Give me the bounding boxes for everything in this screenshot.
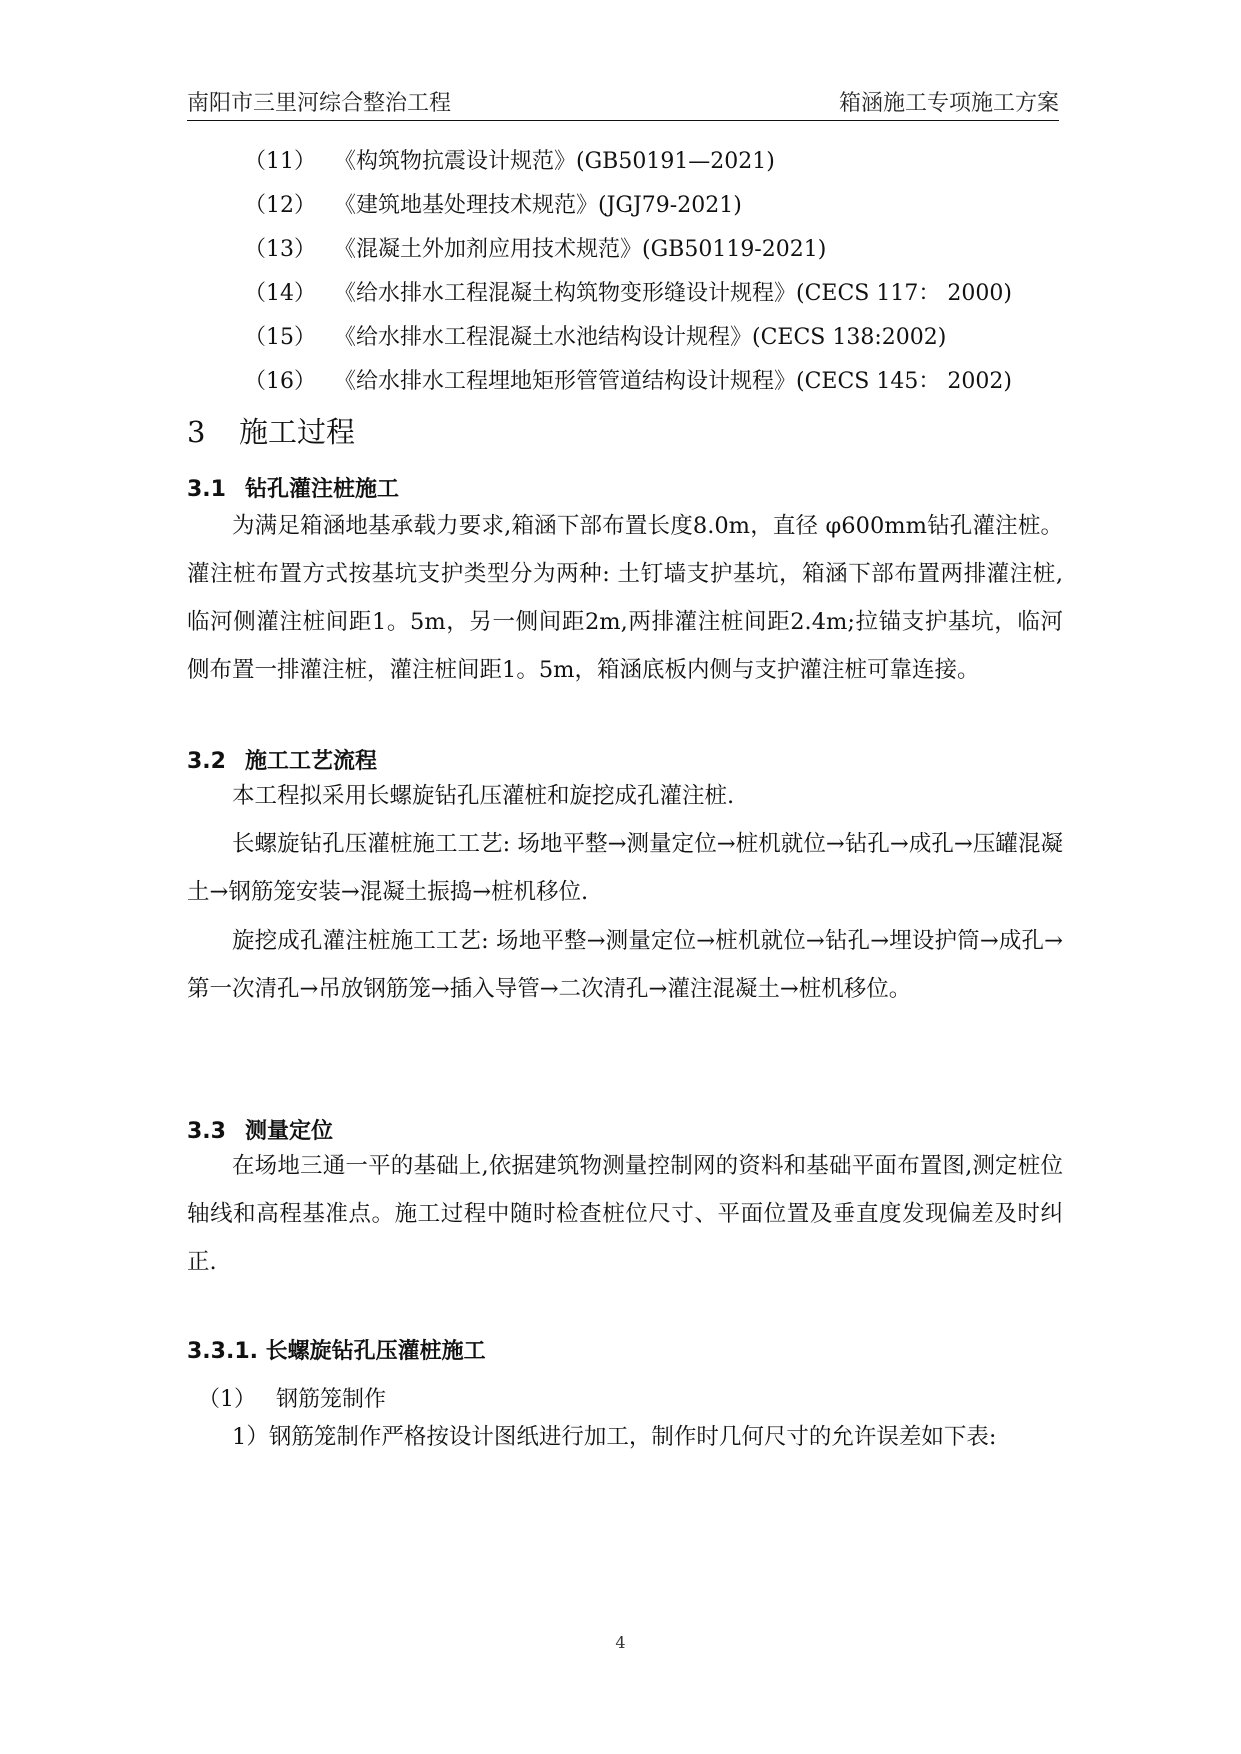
reference-item bbox=[244, 320, 946, 351]
reference-number: （11） bbox=[244, 149, 316, 174]
subsection-title: 施工工艺流程 bbox=[245, 749, 378, 774]
list-item bbox=[198, 1382, 386, 1413]
body-paragraph: 为满足箱涵地基承载力要求,箱涵下部布置长度8.0m，直径 φ600mm钻孔灌注桩。灌注桩布置方式按基坑支护类型分为两种: 土钉墙支护基坑，箱涵下部布置两排灌注桩,临河侧灌注桩间距1。5m，另一侧间距2m,两排灌注桩间距2.4m;拉锚支护基坑，临河侧布置一排灌注桩，灌注桩间距1。5m，箱涵底板内侧与支护灌注桩可靠连接。 bbox=[187, 513, 1063, 683]
subsection-title: 测量定位 bbox=[245, 1119, 334, 1144]
subsection-title: 钻孔灌注桩施工 bbox=[245, 477, 400, 502]
reference-number: （16） bbox=[244, 369, 316, 394]
subsection-heading bbox=[187, 472, 399, 503]
sub-subsection-heading: 3.3.1. 长螺旋钻孔压灌桩施工 bbox=[187, 1339, 486, 1364]
list-item-text: 钢筋笼制作 bbox=[276, 1387, 387, 1412]
reference-number: （14） bbox=[244, 281, 316, 306]
subsection-number: 3.2 bbox=[187, 749, 226, 774]
reference-text: 《混凝土外加剂应用技术规范》(GB50119-2021) bbox=[334, 237, 827, 262]
body-paragraph: 旋挖成孔灌注桩施工工艺: 场地平整→测量定位→桩机就位→钻孔→埋设护筒→成孔→第一次清孔→吊放钢筋笼→插入导管→二次清孔→灌注混凝土→桩机移位。 bbox=[187, 928, 1063, 1002]
reference-item bbox=[244, 188, 742, 219]
body-paragraph: 长螺旋钻孔压灌桩施工工艺: 场地平整→测量定位→桩机就位→钻孔→成孔→压罐混凝土→钢筋笼安装→混凝土振捣→桩机移位. bbox=[187, 831, 1063, 905]
subsection-number: 3.1 bbox=[187, 477, 226, 502]
reference-item bbox=[244, 276, 1012, 307]
reference-text: 《给水排水工程埋地矩形管管道结构设计规程》(CECS 145： 2002) bbox=[334, 369, 1012, 394]
body-paragraph: 在场地三通一平的基础上,依据建筑物测量控制网的资料和基础平面布置图,测定桩位轴线和高程基准点。施工过程中随时检查桩位尺寸、平面位置及垂直度发现偏差及时纠正. bbox=[187, 1153, 1063, 1275]
reference-item bbox=[244, 144, 775, 175]
reference-text: 《建筑地基处理技术规范》(JGJ79-2021) bbox=[334, 193, 742, 218]
section-title: 施工过程 bbox=[239, 415, 356, 449]
list-item-number: （1） bbox=[198, 1387, 256, 1412]
section-heading bbox=[187, 410, 355, 451]
reference-number: （13） bbox=[244, 237, 316, 262]
subsection-heading bbox=[187, 744, 377, 775]
reference-item bbox=[244, 364, 1012, 395]
page-header bbox=[187, 86, 1059, 120]
header-project-name: 南阳市三里河综合整治工程 bbox=[187, 91, 452, 116]
section-number: 3 bbox=[187, 415, 206, 449]
subsection-heading bbox=[187, 1114, 333, 1145]
page-number: 4 bbox=[615, 1633, 626, 1652]
subsection-number: 3.3 bbox=[187, 1119, 226, 1144]
reference-item bbox=[244, 232, 826, 263]
body-paragraph: 1）钢筋笼制作严格按设计图纸进行加工，制作时几何尺寸的允许误差如下表: bbox=[232, 1424, 997, 1450]
header-document-title: 箱涵施工专项施工方案 bbox=[838, 91, 1059, 116]
reference-text: 《给水排水工程混凝土水池结构设计规程》(CECS 138:2002) bbox=[334, 325, 947, 350]
reference-text: 《给水排水工程混凝土构筑物变形缝设计规程》(CECS 117： 2000) bbox=[334, 281, 1012, 306]
body-paragraph: 本工程拟采用长螺旋钻孔压灌桩和旋挖成孔灌注桩. bbox=[232, 783, 735, 809]
reference-number: （12） bbox=[244, 193, 316, 218]
header-divider bbox=[187, 120, 1059, 121]
reference-number: （15） bbox=[244, 325, 316, 350]
reference-text: 《构筑物抗震设计规范》(GB50191—2021) bbox=[334, 149, 775, 174]
